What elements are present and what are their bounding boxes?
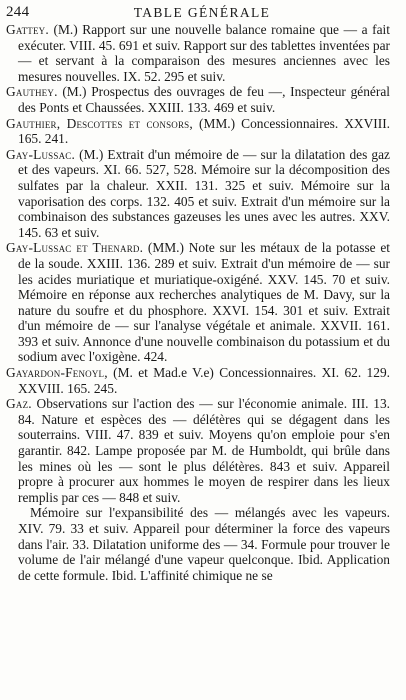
running-title: TABLE GÉNÉRALE [133,5,271,20]
entry-headword: Gauthier, Descottes et consors, [6,115,193,131]
index-entry-gay-lussac-thenard [6,240,390,365]
index-entry-gauthey [6,84,390,115]
index-entry-gayardon-fenoyl [6,365,390,396]
entry-text: (M. et Mad.e V.e) Concessionnaires. XI. 62. 129. XXVIII. 165. 245. [18,365,390,396]
index-entry-gauthier [6,116,390,147]
entry-headword: Gattey. [6,22,49,37]
entry-text: (MM.) Note sur les métaux de la potasse et de la soude. XXIII. 136. 289 et suiv. Extrait d'un mémoire de — sur les acides muriatique et muriatique-oxigéné. XXV. 145. 70 et suiv. Mémoire en réponse aux recherches analytiques de M. Davy, sur la nature du soufre et du phosphore. XXVI. 154. 301 et suiv. Extrait d'un mémoire de — sur l'analyse végétale et animale. XXVII. 161. 393 et suiv. Annonce d'une nouvelle combinaison du potassium et du sodium avec l'oxigène. 424. [18,240,391,365]
running-head [6,4,398,22]
entry-text: (M.) Extrait d'un mémoire de — sur la dilatation des gaz et des vapeurs. XI. 66. 527, 528. Mémoire sur la décomposition des sulfates par la chaleur. XXII. 131. 325 et suiv. Mémoire sur la vaporisation des corps. 132. 405 et suiv. Extrait d'un mémoire sur la combinaison des substances gazeuses les unes avec les autres. XXV. 145. 63 et suiv. [18,146,390,240]
entry-headword: Gauthey. [6,84,58,100]
index-entries [6,22,390,583]
index-entry-gaz [6,396,390,583]
entry-headword: Gayardon-Fenoyl, [6,365,108,381]
entry-text: Observations sur l'action des — sur l'économie animale. III. 13. 84. Nature et espèces des — délétères qui se dégagent dans les souterrains. VIII. 47. 839 et suiv. Moyens qu'on emploie pour s'en garantir. 842. Lampe proposée par M. de Humboldt, qui brûle dans les mines où les — sont le plus délétères. 843 et suiv. Appareil propre à procurer aux hommes le moyen de respirer dans les lieux remplis par ces — 848 et suiv. [18,396,390,505]
entry-text: (MM.) Concessionnaires. XXVIII. 165. 241. [18,115,390,147]
entry-text: (M.) Prospectus des ouvrages de feu —, Inspecteur général des Ponts et Chaussées. XXIII. 133. 469 et suiv. [18,84,390,115]
page-number: 244 [6,4,30,20]
index-entry-gattey [6,22,390,84]
index-entry-gay-lussac [6,147,390,241]
entry-headword: Gay-Lussac. [6,146,76,162]
entry-continuation: Mémoire sur l'expansibilité des — mélangés avec les vapeurs. XIV. 79. 33 et suiv. Appareil pour déterminer la force des vapeurs dans l'air. 33. Dilatation uniforme des — 34. Formule pour trouver le volume de l'air mélangé d'une vapeur quelconque. Ibid. Application de cette formule. Ibid. L'affinité chimique ne se [18,505,390,583]
entry-headword: Gaz. [6,396,32,412]
entry-text: (M.) Rapport sur une nouvelle balance romaine que — a fait exécuter. VIII. 45. 691 et suiv. Rapport sur des tablettes inventées par — et servant à la comparaison des mesures anciennes avec les mesures nouvelles. IX. 52. 295 et suiv. [18,22,390,84]
entry-headword: Gay-Lussac et Thenard. [6,240,144,256]
